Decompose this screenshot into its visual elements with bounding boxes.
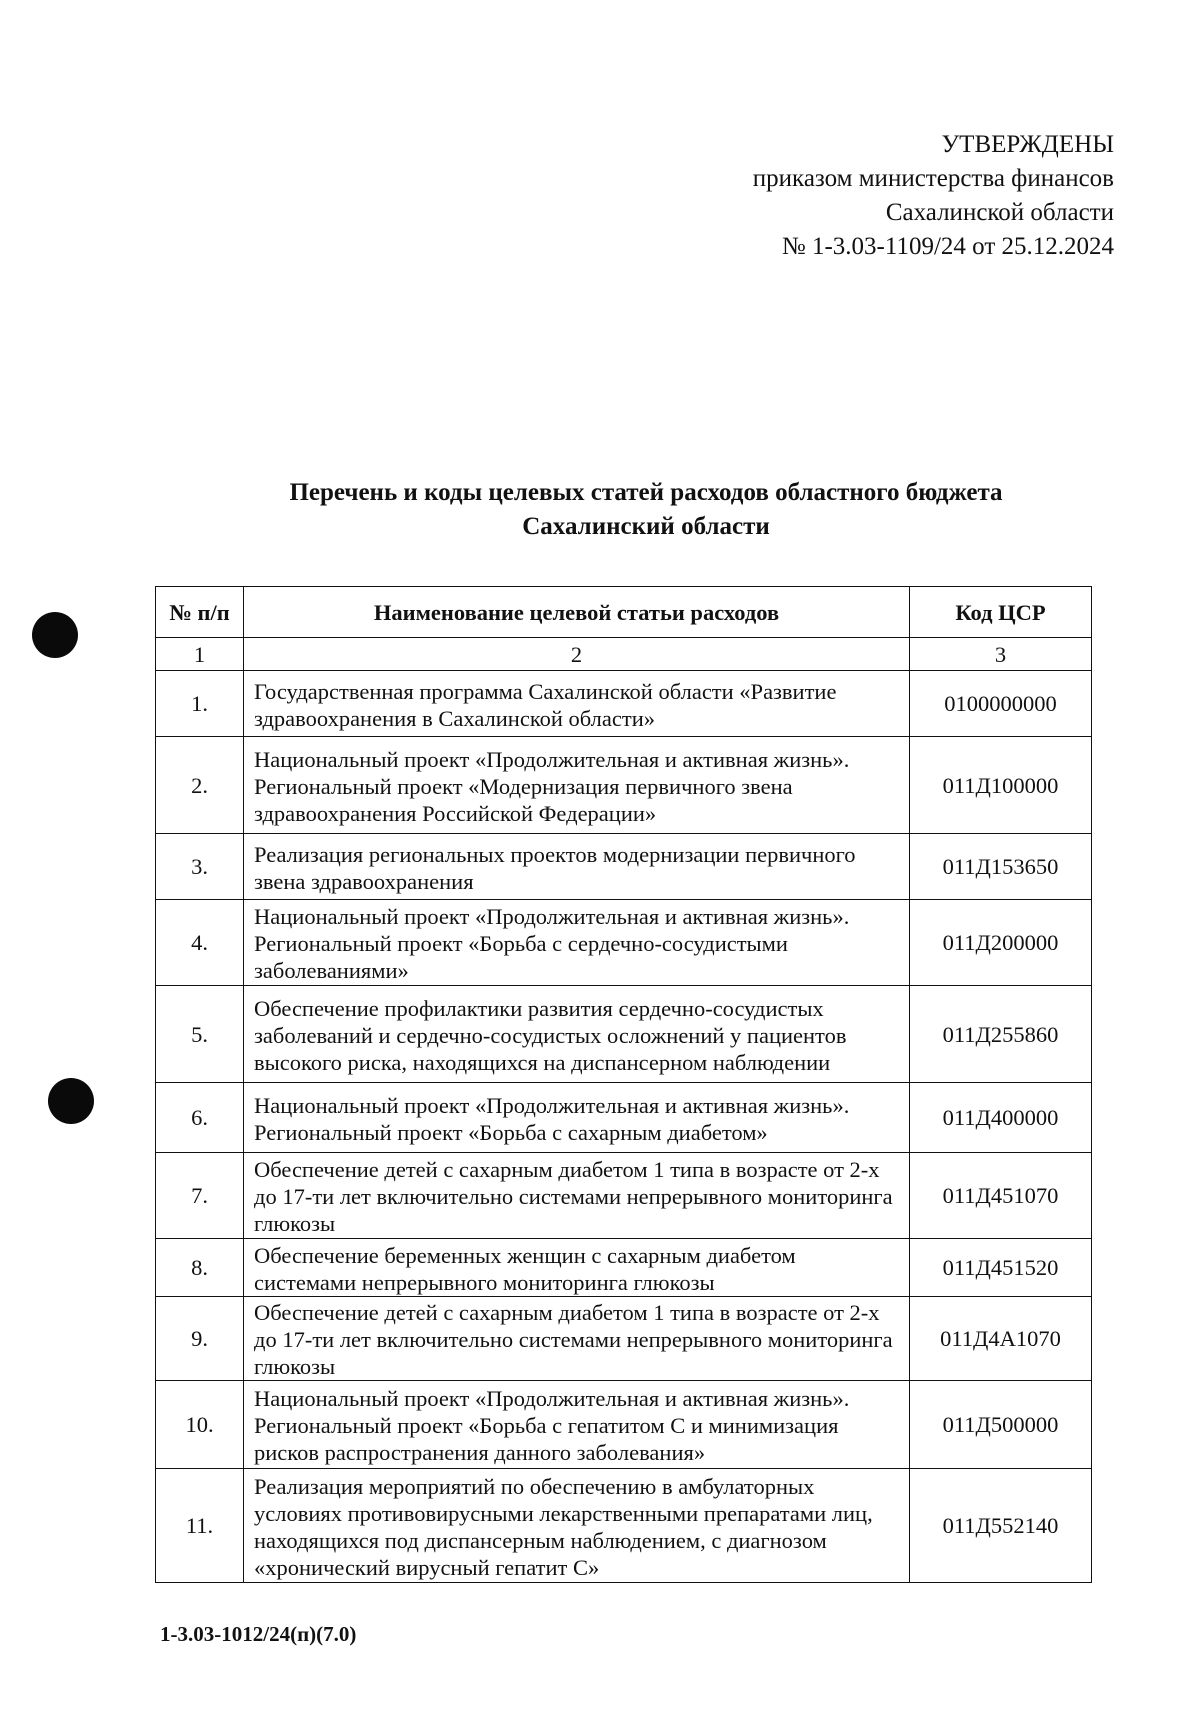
row-number: 4. bbox=[156, 900, 244, 986]
row-name: Обеспечение детей с сахарным диабетом 1 типа в возрасте от 2-х до 17-ти лет включительно системами непрерывного мониторинга глюкозы bbox=[244, 1297, 910, 1381]
row-number: 7. bbox=[156, 1153, 244, 1239]
table-row bbox=[156, 1239, 1092, 1297]
table-row bbox=[156, 900, 1092, 986]
row-name: Национальный проект «Продолжительная и активная жизнь». Региональный проект «Борьба с сахарным диабетом» bbox=[244, 1083, 910, 1153]
table-header-row bbox=[156, 587, 1092, 638]
table-row bbox=[156, 1297, 1092, 1381]
punch-hole-top bbox=[32, 612, 78, 658]
table-row bbox=[156, 1083, 1092, 1153]
row-name: Национальный проект «Продолжительная и активная жизнь». Региональный проект «Борьба с гепатитом С и минимизация рисков распространения данного заболевания» bbox=[244, 1381, 910, 1469]
punch-hole-bottom bbox=[48, 1078, 94, 1124]
row-name: Реализация региональных проектов модернизации первичного звена здравоохранения bbox=[244, 834, 910, 900]
table-row bbox=[156, 1153, 1092, 1239]
row-name: Национальный проект «Продолжительная и активная жизнь». Региональный проект «Борьба с сердечно-сосудистыми заболеваниями» bbox=[244, 900, 910, 986]
row-code: 011Д451070 bbox=[910, 1153, 1092, 1239]
row-code: 011Д400000 bbox=[910, 1083, 1092, 1153]
header-code: Код ЦСР bbox=[910, 587, 1092, 638]
row-number: 1. bbox=[156, 671, 244, 737]
row-code: 011Д255860 bbox=[910, 986, 1092, 1083]
row-number: 10. bbox=[156, 1381, 244, 1469]
document-title bbox=[0, 476, 1200, 544]
table-row bbox=[156, 737, 1092, 834]
row-number: 3. bbox=[156, 834, 244, 900]
row-name: Государственная программа Сахалинской области «Развитие здравоохранения в Сахалинской области» bbox=[244, 671, 910, 737]
row-number: 2. bbox=[156, 737, 244, 834]
approval-line-3: Сахалинской области bbox=[885, 199, 1114, 226]
row-code: 011Д153650 bbox=[910, 834, 1092, 900]
document-title-line-1: Перечень и коды целевых статей расходов областного бюджета bbox=[289, 479, 1003, 506]
column-number-3: 3 bbox=[910, 638, 1092, 671]
row-code: 011Д451520 bbox=[910, 1239, 1092, 1297]
row-name: Обеспечение детей с сахарным диабетом 1 типа в возрасте от 2-х до 17-ти лет включительно системами непрерывного мониторинга глюкозы bbox=[244, 1153, 910, 1239]
document-title-line-2: Сахалинский области bbox=[522, 513, 770, 540]
row-code: 011Д4А1070 bbox=[910, 1297, 1092, 1381]
approval-stamp bbox=[753, 128, 1114, 264]
table-row bbox=[156, 986, 1092, 1083]
row-code: 011Д100000 bbox=[910, 737, 1092, 834]
row-code: 011Д552140 bbox=[910, 1469, 1092, 1583]
row-code: 011Д200000 bbox=[910, 900, 1092, 986]
table-row bbox=[156, 1469, 1092, 1583]
table-row bbox=[156, 671, 1092, 737]
row-number: 8. bbox=[156, 1239, 244, 1297]
approval-line-1: УТВЕРЖДЕНЫ bbox=[941, 131, 1114, 158]
approval-line-4: № 1-3.03-1109/24 от 25.12.2024 bbox=[781, 233, 1114, 260]
header-name: Наименование целевой статьи расходов bbox=[244, 587, 910, 638]
row-number: 9. bbox=[156, 1297, 244, 1381]
column-number-row bbox=[156, 638, 1092, 671]
row-number: 5. bbox=[156, 986, 244, 1083]
row-number: 11. bbox=[156, 1469, 244, 1583]
table-row bbox=[156, 834, 1092, 900]
row-name: Обеспечение профилактики развития сердечно-сосудистых заболеваний и сердечно-сосудистых осложнений у пациентов высокого риска, находящихся на диспансерном наблюдении bbox=[244, 986, 910, 1083]
footer-document-code: 1-3.03-1012/24(п)(7.0) bbox=[160, 1622, 357, 1646]
column-number-1: 1 bbox=[156, 638, 244, 671]
row-number: 6. bbox=[156, 1083, 244, 1153]
table-row bbox=[156, 1381, 1092, 1469]
expense-codes-table bbox=[155, 586, 1092, 1583]
header-number: № п/п bbox=[156, 587, 244, 638]
row-name: Обеспечение беременных женщин с сахарным диабетом системами непрерывного мониторинга глюкозы bbox=[244, 1239, 910, 1297]
approval-line-2: приказом министерства финансов bbox=[752, 165, 1114, 192]
row-name: Реализация мероприятий по обеспечению в амбулаторных условиях противовирусными лекарственными препаратами лиц, находящихся под диспансерным наблюдением, с диагнозом «хронический вирусный гепатит С» bbox=[244, 1469, 910, 1583]
row-code: 0100000000 bbox=[910, 671, 1092, 737]
column-number-2: 2 bbox=[244, 638, 910, 671]
row-name: Национальный проект «Продолжительная и активная жизнь». Региональный проект «Модернизация первичного звена здравоохранения Российской Федерации» bbox=[244, 737, 910, 834]
row-code: 011Д500000 bbox=[910, 1381, 1092, 1469]
